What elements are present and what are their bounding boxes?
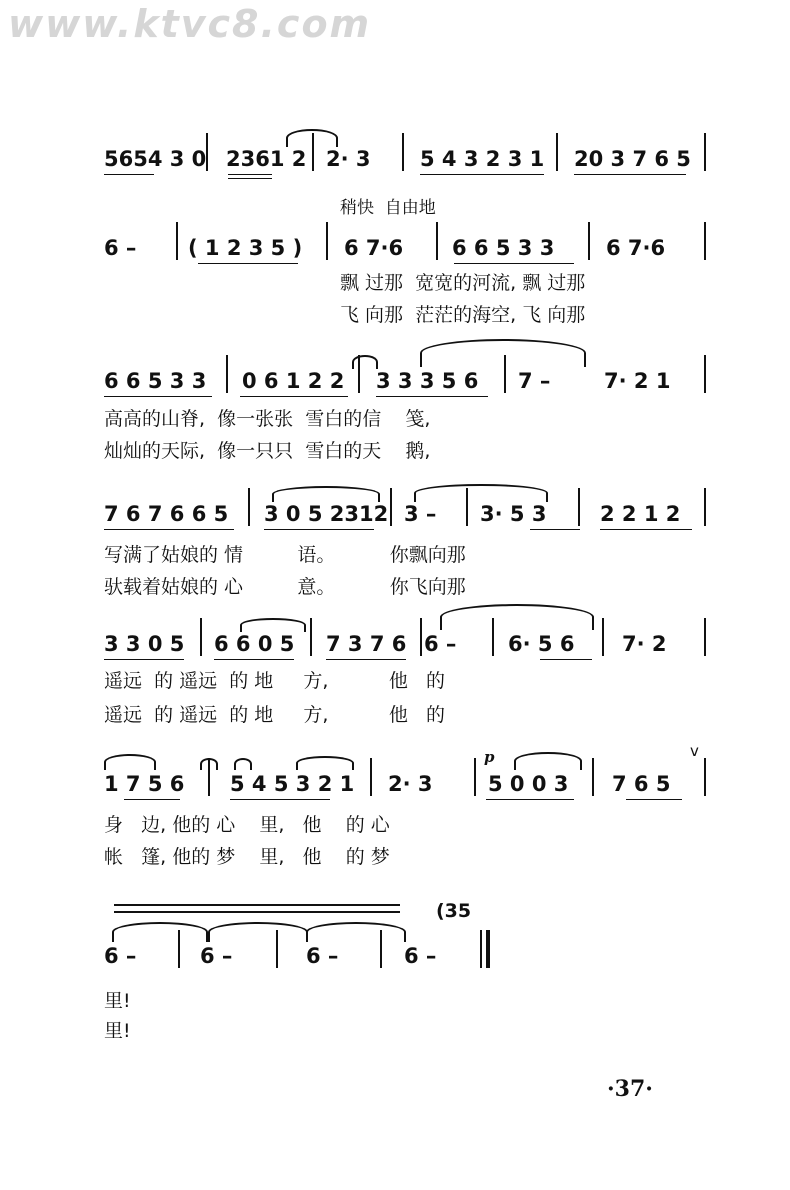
lyric-verse-2: 帐 篷, 他的 梦 里, 他 的 梦 bbox=[104, 846, 390, 868]
measure: 2361 2 bbox=[226, 147, 307, 171]
measure: 7· 2 bbox=[622, 632, 667, 656]
measure: 6 6 5 3 3 bbox=[452, 236, 555, 260]
measure: 3 0 5 2312 bbox=[264, 502, 389, 526]
lyric-verse-2: 飞 向那 茫茫的海空, 飞 向那 bbox=[340, 304, 586, 326]
notes-row-5 bbox=[104, 632, 704, 662]
measure: 5 4 5 3 2 1 bbox=[230, 772, 355, 796]
measure: 1 7 5 6 bbox=[104, 772, 185, 796]
lyric-verse-1: 高高的山脊, 像一张张 雪白的信 笺, bbox=[104, 408, 431, 430]
lyric-verse-2: 驮载着姑娘的 心 意。 你飞向那 bbox=[104, 576, 466, 598]
measure: 6 6 5 3 3 bbox=[104, 369, 207, 393]
measure: 6 6 0 5 bbox=[214, 632, 295, 656]
measure: 7· 2 1 bbox=[604, 369, 671, 393]
notes-row-4 bbox=[104, 502, 704, 532]
tempo-marking: 稍快 自由地 bbox=[340, 198, 436, 218]
measure: 5 0 0 3 bbox=[488, 772, 569, 796]
measure: 0 6 1 2 2 bbox=[242, 369, 345, 393]
measure: 7 3 7 6 bbox=[326, 632, 407, 656]
lyric-verse-1: 飘 过那 宽宽的河流, 飘 过那 bbox=[340, 272, 586, 294]
measure: 20 3 7 6 5 bbox=[574, 147, 691, 171]
repeat-annotation: (35 bbox=[436, 900, 472, 922]
measure: 6 – bbox=[424, 632, 457, 656]
measure: 6 – bbox=[404, 944, 437, 968]
lyric-verse-1: 遥远 的 遥远 的 地 方, 他 的 bbox=[104, 670, 445, 692]
lyric-verse-2: 遥远 的 遥远 的 地 方, 他 的 bbox=[104, 704, 445, 726]
notes-row-2 bbox=[104, 236, 704, 266]
measure: 2 2 1 2 bbox=[600, 502, 681, 526]
notes-row-3 bbox=[104, 369, 704, 399]
lyric-verse-2: 里! bbox=[104, 1020, 131, 1042]
watermark: www.ktvc8.com bbox=[8, 2, 372, 46]
notes-row-1 bbox=[104, 147, 704, 177]
measure: 6 – bbox=[200, 944, 233, 968]
lyric-verse-2: 灿灿的天际, 像一只只 雪白的天 鹅, bbox=[104, 440, 431, 462]
measure: 2· 3 bbox=[388, 772, 433, 796]
measure: 6· 5 6 bbox=[508, 632, 575, 656]
measure: 6 – bbox=[306, 944, 339, 968]
measure: 7 6 7 6 6 5 bbox=[104, 502, 229, 526]
measure: 5 4 3 2 3 1 bbox=[420, 147, 545, 171]
measure: 3 3 0 5 bbox=[104, 632, 185, 656]
measure: 6 7·6 bbox=[344, 236, 404, 260]
lyric-verse-1: 写满了姑娘的 情 语。 你飘向那 bbox=[104, 544, 466, 566]
measure: 6 7·6 bbox=[606, 236, 666, 260]
page-number: ·37· bbox=[607, 1076, 653, 1102]
measure: ( 1 2 3 5 ) bbox=[188, 236, 303, 260]
measure: 3· 5 3 bbox=[480, 502, 547, 526]
measure: 2· 3 bbox=[326, 147, 371, 171]
measure: 7 6 5 bbox=[612, 772, 671, 796]
measure: 3 3 3 5 6 bbox=[376, 369, 479, 393]
measure: 3 – bbox=[404, 502, 437, 526]
notes-row-6 bbox=[104, 772, 704, 802]
dynamic-mark: p bbox=[484, 748, 495, 766]
measure: 7 – bbox=[518, 369, 551, 393]
measure: 5654 3 0 bbox=[104, 147, 207, 171]
tie-arc bbox=[286, 129, 338, 147]
lyric-verse-1: 身 边, 他的 心 里, 他 的 心 bbox=[104, 814, 390, 836]
lyric-verse-1: 里! bbox=[104, 990, 131, 1012]
breath-mark: v bbox=[690, 742, 699, 760]
notes-row-7 bbox=[104, 944, 704, 974]
measure: 6 – bbox=[104, 236, 137, 260]
measure: 6 – bbox=[104, 944, 137, 968]
